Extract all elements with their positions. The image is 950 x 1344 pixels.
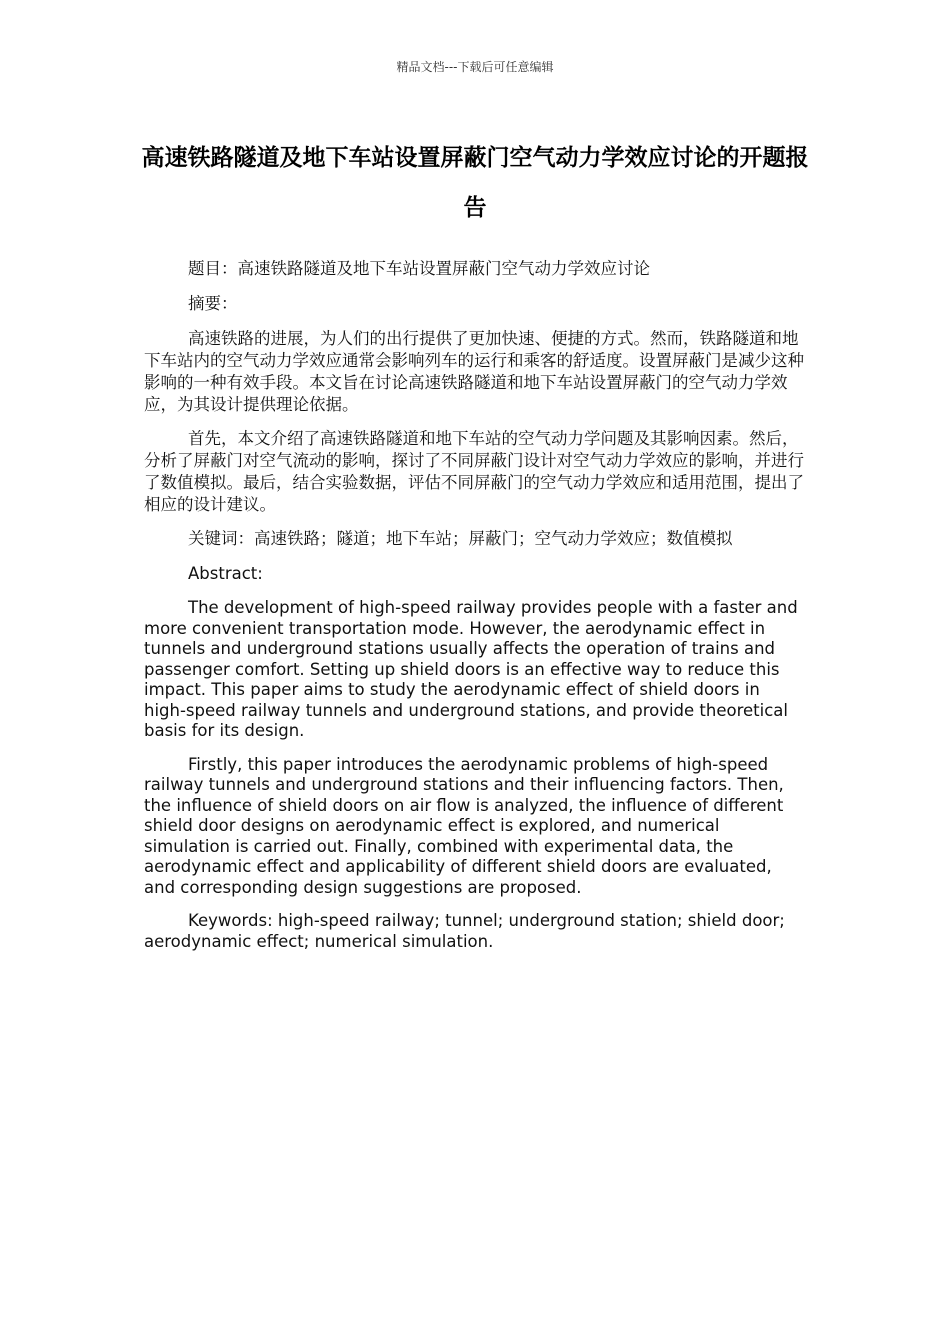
document-body: [144, 258, 806, 965]
abstract-en-label: Abstract:: [188, 564, 263, 583]
abstract-cn-label: 摘要：: [188, 294, 238, 313]
document-title: 高速铁路隧道及地下车站设置屏蔽门空气动力学效应讨论的开题报告: [141, 145, 809, 221]
abstract-cn-paragraph-2: 首先，本文介绍了高速铁路隧道和地下车站的空气动力学问题及其影响因素。然后，分析了屏蔽门对空气流动的影响，探讨了不同屏蔽门设计对空气动力学效应的影响，并进行了数值模拟。最后，结合实验数据，评估不同屏蔽门的空气动力学效应和适用范围，提出了相应的设计建议。: [144, 429, 804, 514]
abstract-cn-paragraph-1: 高速铁路的进展，为人们的出行提供了更加快速、便捷的方式。然而，铁路隧道和地下车站内的空气动力学效应通常会影响列车的运行和乘客的舒适度。设置屏蔽门是减少这种影响的一种有效手段。本文旨在讨论高速铁路隧道和地下车站设置屏蔽门的空气动力学效应，为其设计提供理论依据。: [144, 329, 804, 414]
keywords-cn: 关键词：高速铁路；隧道；地下车站；屏蔽门；空气动力学效应；数值模拟: [188, 529, 733, 548]
abstract-en-paragraph-1: The development of high-speed railway provides people with a faster and more convenient transportation mode. However, the aerodynamic effect in tunnels and underground stations usually affects the operation of trains and passenger comfort. Setting up shield doors is an effective way to reduce this impact. This paper aims to study the aerodynamic effect of shield doors in high-speed railway tunnels and underground stations, and provide theoretical basis for its design.: [144, 598, 798, 740]
topic-line: 题目：高速铁路隧道及地下车站设置屏蔽门空气动力学效应讨论: [188, 259, 650, 278]
keywords-en: Keywords: high-speed railway; tunnel; underground station; shield door; aerodynamic effect; numerical simulation.: [144, 911, 785, 951]
header-note: 精品文档---下载后可任意编辑: [396, 60, 554, 74]
abstract-en-paragraph-2: Firstly, this paper introduces the aerodynamic problems of high-speed railway tunnels and underground stations and their influencing factors. Then, the influence of shield doors on air flow is analyzed, the influence of different shield door designs on aerodynamic effect is explored, and numerical simulation is carried out. Finally, combined with experimental data, the aerodynamic effect and applicability of different shield doors are evaluated, and corresponding design suggestions are proposed.: [144, 754, 784, 897]
